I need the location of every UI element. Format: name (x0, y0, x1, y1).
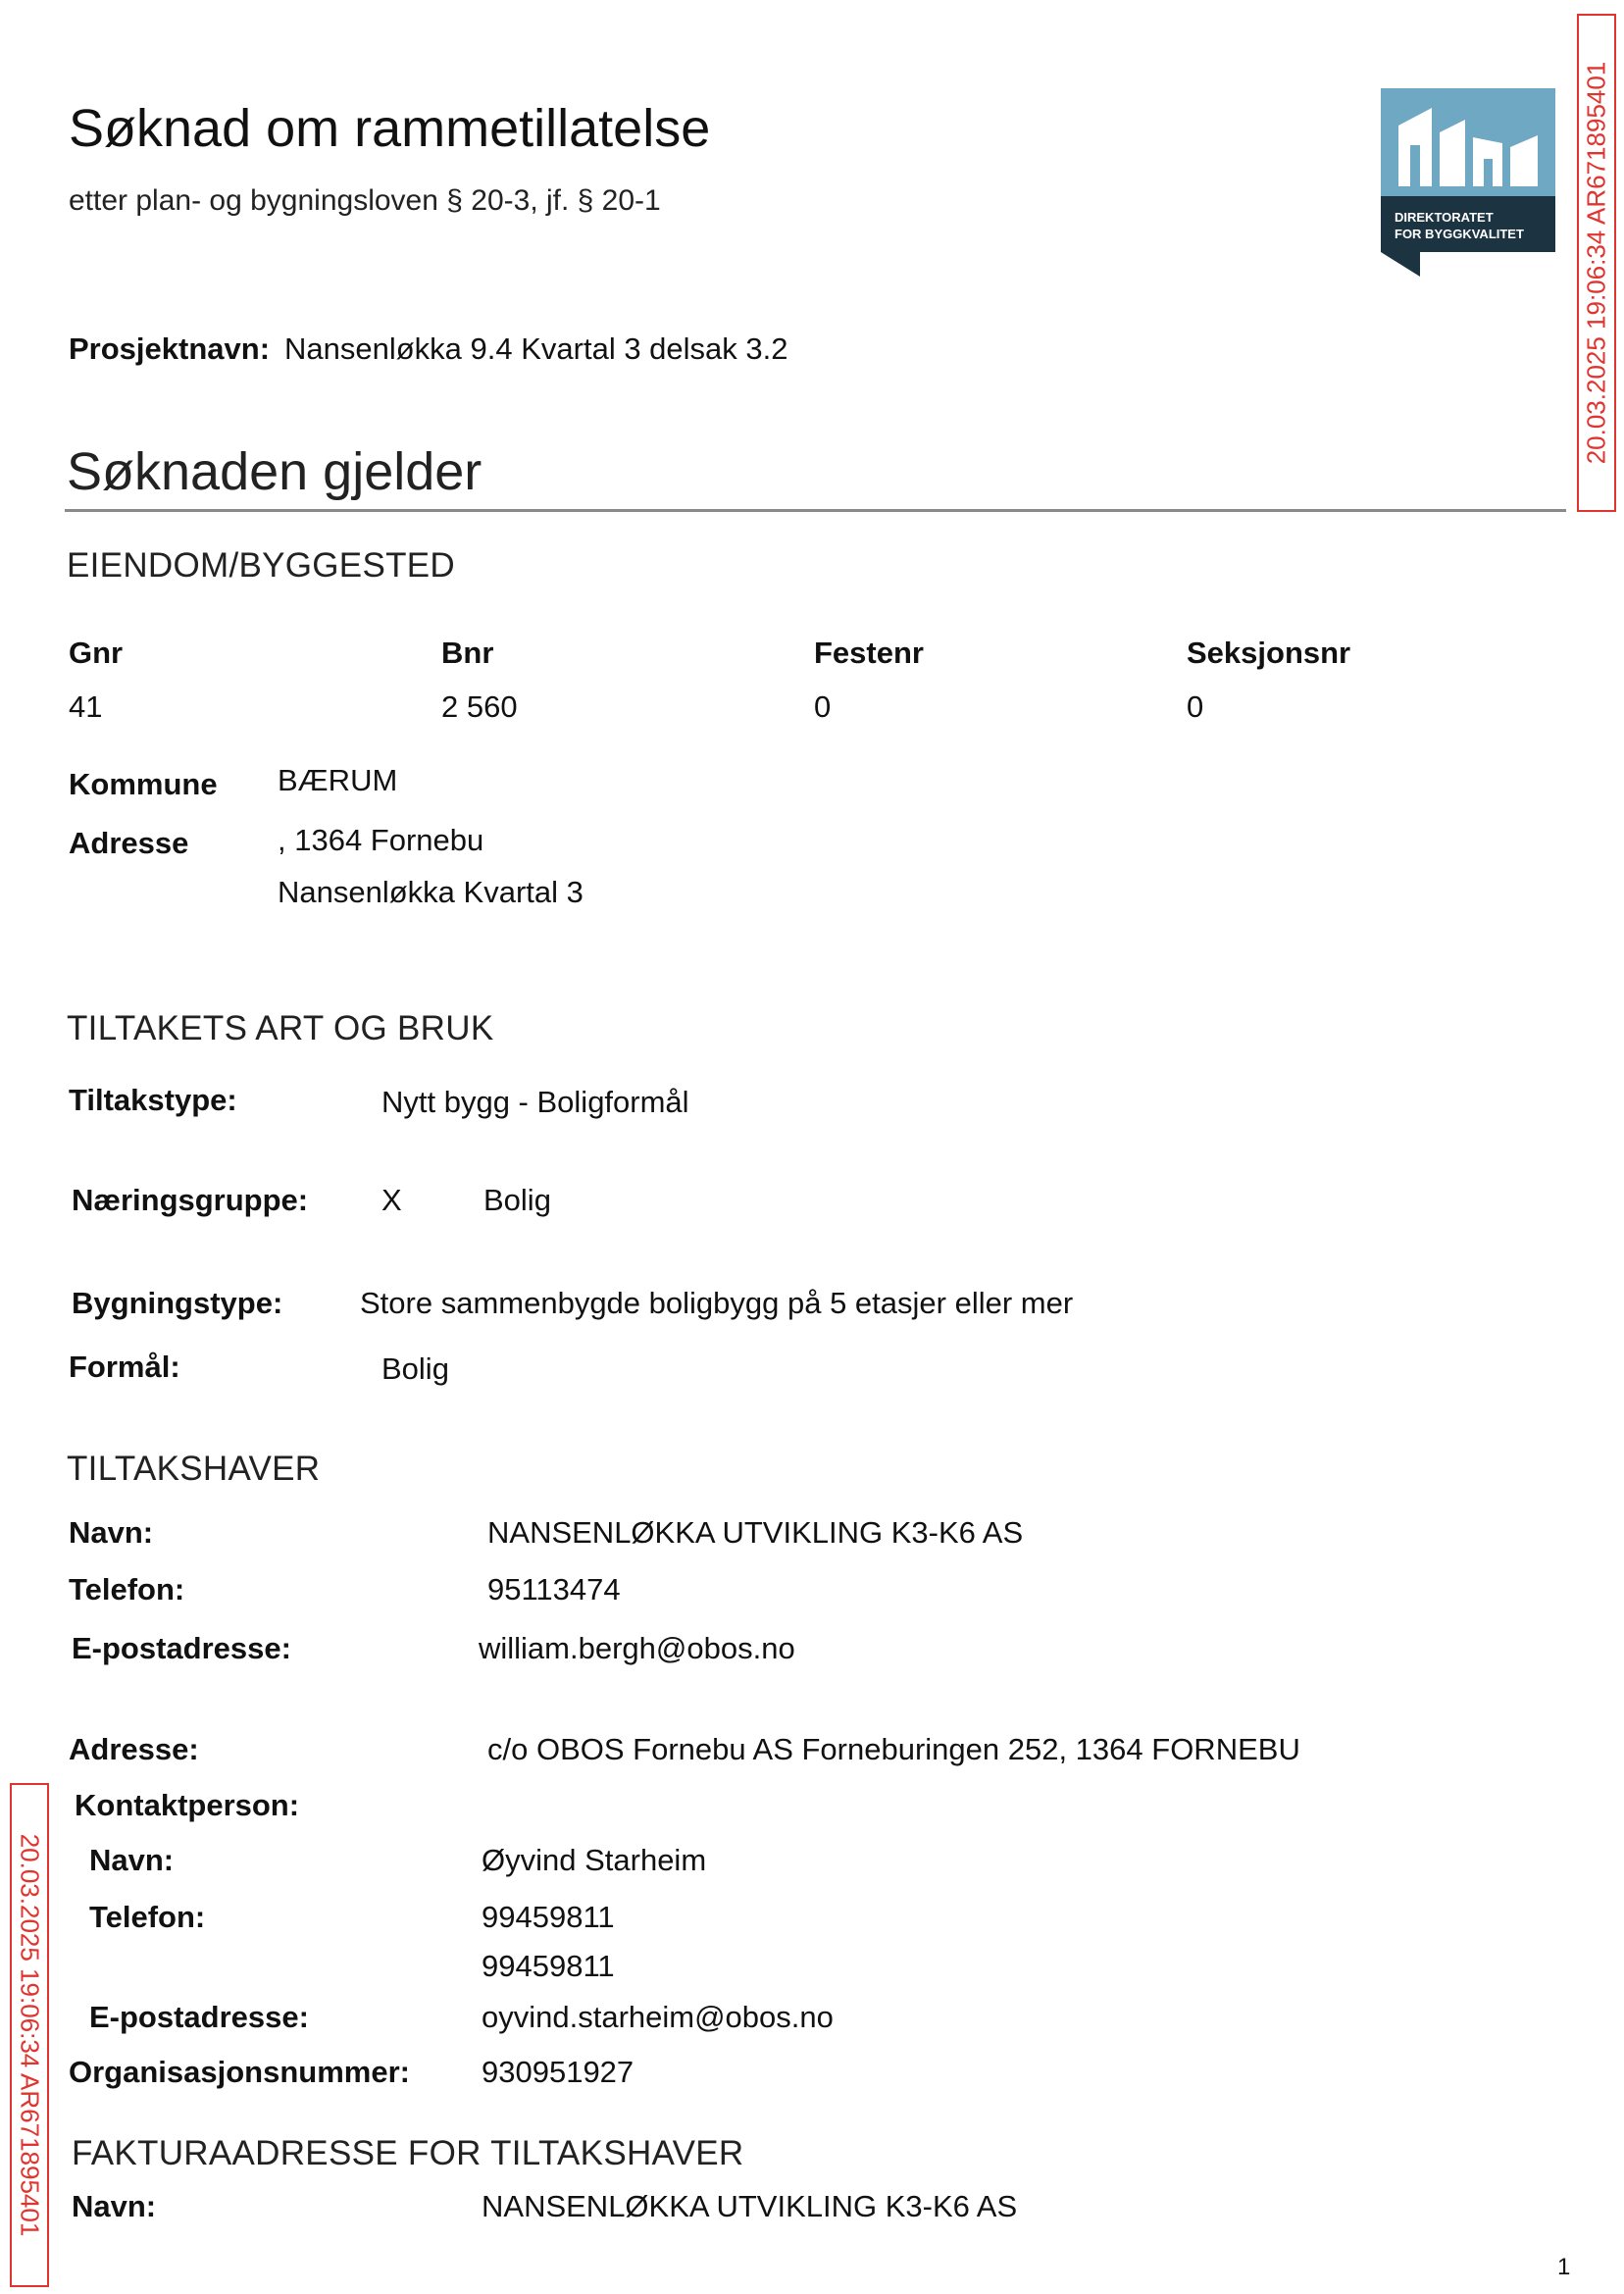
timestamp-stamp-top (1577, 14, 1616, 512)
orgnr-value: 930951927 (482, 2055, 634, 2089)
document-subtitle: etter plan- og bygningsloven § 20-3, jf. § 20-1 (69, 184, 661, 217)
owner-adresse-value: c/o OBOS Fornebu AS Forneburingen 252, 1364 FORNEBU (487, 1732, 1300, 1766)
kontakt-epost-value: oyvind.starheim@obos.no (482, 2000, 834, 2034)
timestamp-text: 20.03.2025 19:06:34 AR671895401 (1581, 61, 1611, 465)
naeringsgruppe-code: X (381, 1183, 402, 1217)
kommune-value: BÆRUM (278, 763, 398, 797)
tiltakstype-label: Tiltakstype: (69, 1083, 237, 1117)
owner-telefon-label: Telefon: (69, 1572, 185, 1606)
kontakt-telefon-label: Telefon: (89, 1900, 206, 1934)
orgnr-label: Organisasjonsnummer: (69, 2055, 410, 2089)
kontaktperson-label: Kontaktperson: (75, 1788, 300, 1822)
bygningstype-value: Store sammenbygde boligbygg på 5 etasjer eller mer (360, 1286, 1074, 1320)
tiltakstype-value: Nytt bygg - Boligformål (381, 1085, 689, 1119)
logo-text-line2: FOR BYGGKVALITET (1395, 227, 1524, 241)
owner-navn-value: NANSENLØKKA UTVIKLING K3-K6 AS (487, 1515, 1024, 1550)
gnr-label: Gnr (69, 636, 124, 670)
section-title: Søknaden gjelder (67, 442, 482, 501)
formal-label: Formål: (69, 1350, 180, 1384)
seksjonsnr-label: Seksjonsnr (1187, 636, 1351, 670)
project-name-value: Nansenløkka 9.4 Kvartal 3 delsak 3.2 (284, 331, 788, 366)
invoice-navn-value: NANSENLØKKA UTVIKLING K3-K6 AS (482, 2189, 1018, 2223)
adresse-line1: , 1364 Fornebu (278, 823, 484, 857)
measure-heading: TILTAKETS ART OG BRUK (67, 1009, 494, 1047)
timestamp-text: 20.03.2025 19:06:34 AR671895401 (15, 1833, 45, 2237)
kontakt-telefon-value-2: 99459811 (482, 1949, 615, 1983)
gnr-value: 41 (69, 689, 103, 724)
festenr-value: 0 (814, 689, 832, 724)
property-heading: EIENDOM/BYGGESTED (67, 546, 455, 585)
timestamp-stamp-left (10, 1783, 49, 2287)
logo-text-line1: DIREKTORATET (1395, 210, 1494, 225)
formal-value: Bolig (381, 1351, 449, 1386)
section-divider (65, 509, 1566, 512)
bygningstype-label: Bygningstype: (72, 1286, 283, 1320)
naeringsgruppe-label: Næringsgruppe: (72, 1183, 309, 1217)
owner-epost-label: E-postadresse: (72, 1631, 291, 1665)
kontakt-telefon-value-1: 99459811 (482, 1900, 615, 1934)
owner-navn-label: Navn: (69, 1515, 154, 1550)
bnr-value: 2 560 (441, 689, 518, 724)
seksjonsnr-value: 0 (1187, 689, 1204, 724)
document-title: Søknad om rammetillatelse (69, 99, 711, 158)
adresse-line2: Nansenløkka Kvartal 3 (278, 875, 584, 909)
dibk-logo (1381, 88, 1555, 277)
kontakt-epost-label: E-postadresse: (89, 2000, 309, 2034)
kontakt-navn-value: Øyvind Starheim (482, 1843, 707, 1877)
owner-adresse-label: Adresse: (69, 1732, 199, 1766)
owner-telefon-value: 95113474 (487, 1572, 621, 1606)
bnr-label: Bnr (441, 636, 494, 670)
naeringsgruppe-value: Bolig (483, 1183, 551, 1217)
kontakt-navn-label: Navn: (89, 1843, 175, 1877)
adresse-label: Adresse (69, 826, 189, 860)
festenr-label: Festenr (814, 636, 924, 670)
page-number: 1 (1557, 2254, 1571, 2280)
invoice-heading: FAKTURAADRESSE FOR TILTAKSHAVER (72, 2134, 744, 2172)
kommune-label: Kommune (69, 767, 218, 801)
owner-epost-value: william.bergh@obos.no (479, 1631, 795, 1665)
invoice-navn-label: Navn: (72, 2189, 157, 2223)
owner-heading: TILTAKSHAVER (67, 1450, 321, 1488)
project-name-label: Prosjektnavn: (69, 331, 271, 366)
